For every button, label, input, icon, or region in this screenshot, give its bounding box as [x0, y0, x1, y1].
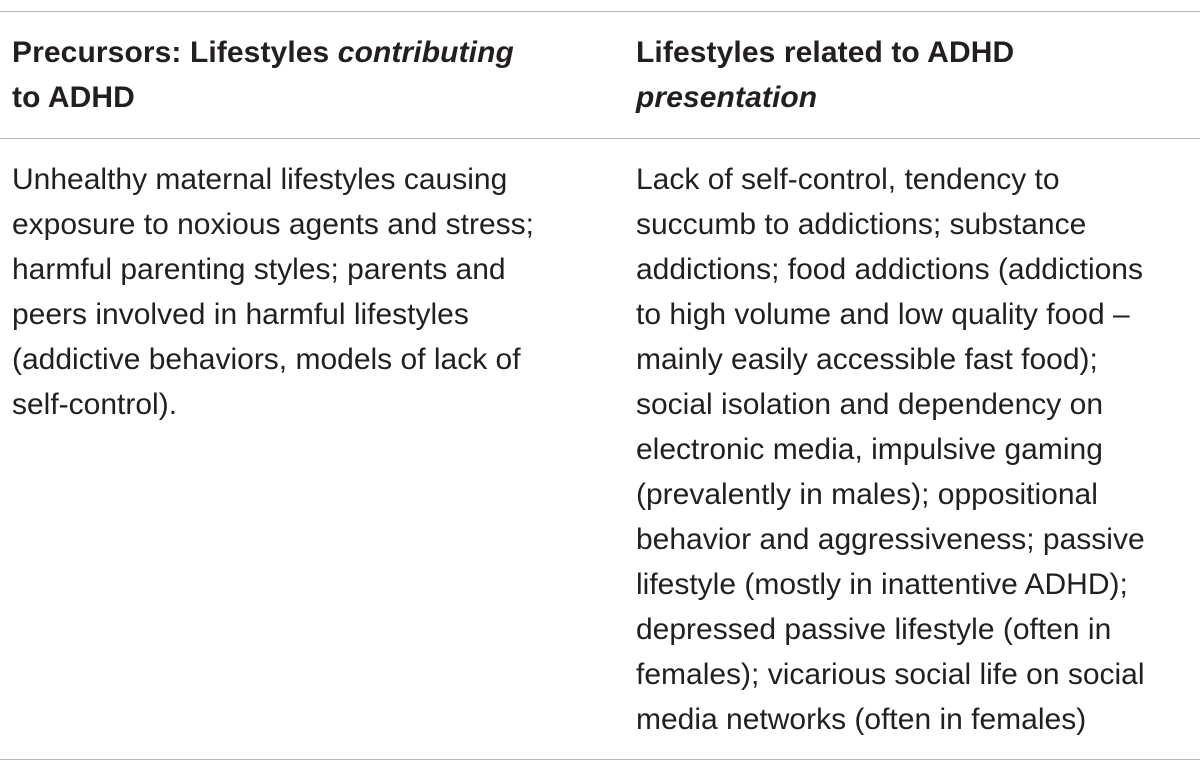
- cell-line: peers involved in harmful lifestyles: [12, 298, 469, 331]
- cell-line: Unhealthy maternal lifestyles causing: [12, 163, 508, 196]
- cell-line: to high volume and low quality food –: [636, 298, 1130, 331]
- header-presentation-line-1: Lifestyles related to ADHD: [636, 36, 1015, 69]
- cell-line: exposure to noxious agents and stress;: [12, 208, 534, 241]
- table-cell-presentation: [636, 157, 1196, 742]
- header-precursors: [12, 30, 612, 120]
- cell-line: depressed passive lifestyle (often in: [636, 613, 1112, 646]
- cell-line: addictions; food addictions (addictions: [636, 253, 1143, 286]
- table-top-rule: [0, 11, 1200, 12]
- cell-line: harmful parenting styles; parents and: [12, 253, 506, 286]
- header-separator-rule: [0, 138, 1200, 139]
- header-presentation-line-2: presentation: [636, 81, 818, 114]
- cell-line: succumb to addictions; substance: [636, 208, 1087, 241]
- cell-line: (prevalently in males); oppositional: [636, 478, 1098, 511]
- cell-line: electronic media, impulsive gaming: [636, 433, 1103, 466]
- cell-line: females); vicarious social life on social: [636, 658, 1145, 691]
- header-presentation: [636, 30, 1196, 120]
- cell-line: lifestyle (mostly in inattentive ADHD);: [636, 568, 1128, 601]
- cell-line: self-control).: [12, 388, 178, 421]
- cell-line: Lack of self-control, tendency to: [636, 163, 1060, 196]
- header-precursors-line-1: Precursors: Lifestyles contributing: [12, 36, 514, 69]
- cell-line: mainly easily accessible fast food);: [636, 343, 1098, 376]
- header-precursors-line-2: to ADHD: [12, 81, 135, 114]
- table-cell-precursors: [12, 157, 612, 427]
- cell-line: media networks (often in females): [636, 703, 1087, 736]
- cell-line: (addictive behaviors, models of lack of: [12, 343, 521, 376]
- cell-line: behavior and aggressiveness; passive: [636, 523, 1145, 556]
- table-bottom-rule: [0, 759, 1200, 760]
- cell-line: social isolation and dependency on: [636, 388, 1104, 421]
